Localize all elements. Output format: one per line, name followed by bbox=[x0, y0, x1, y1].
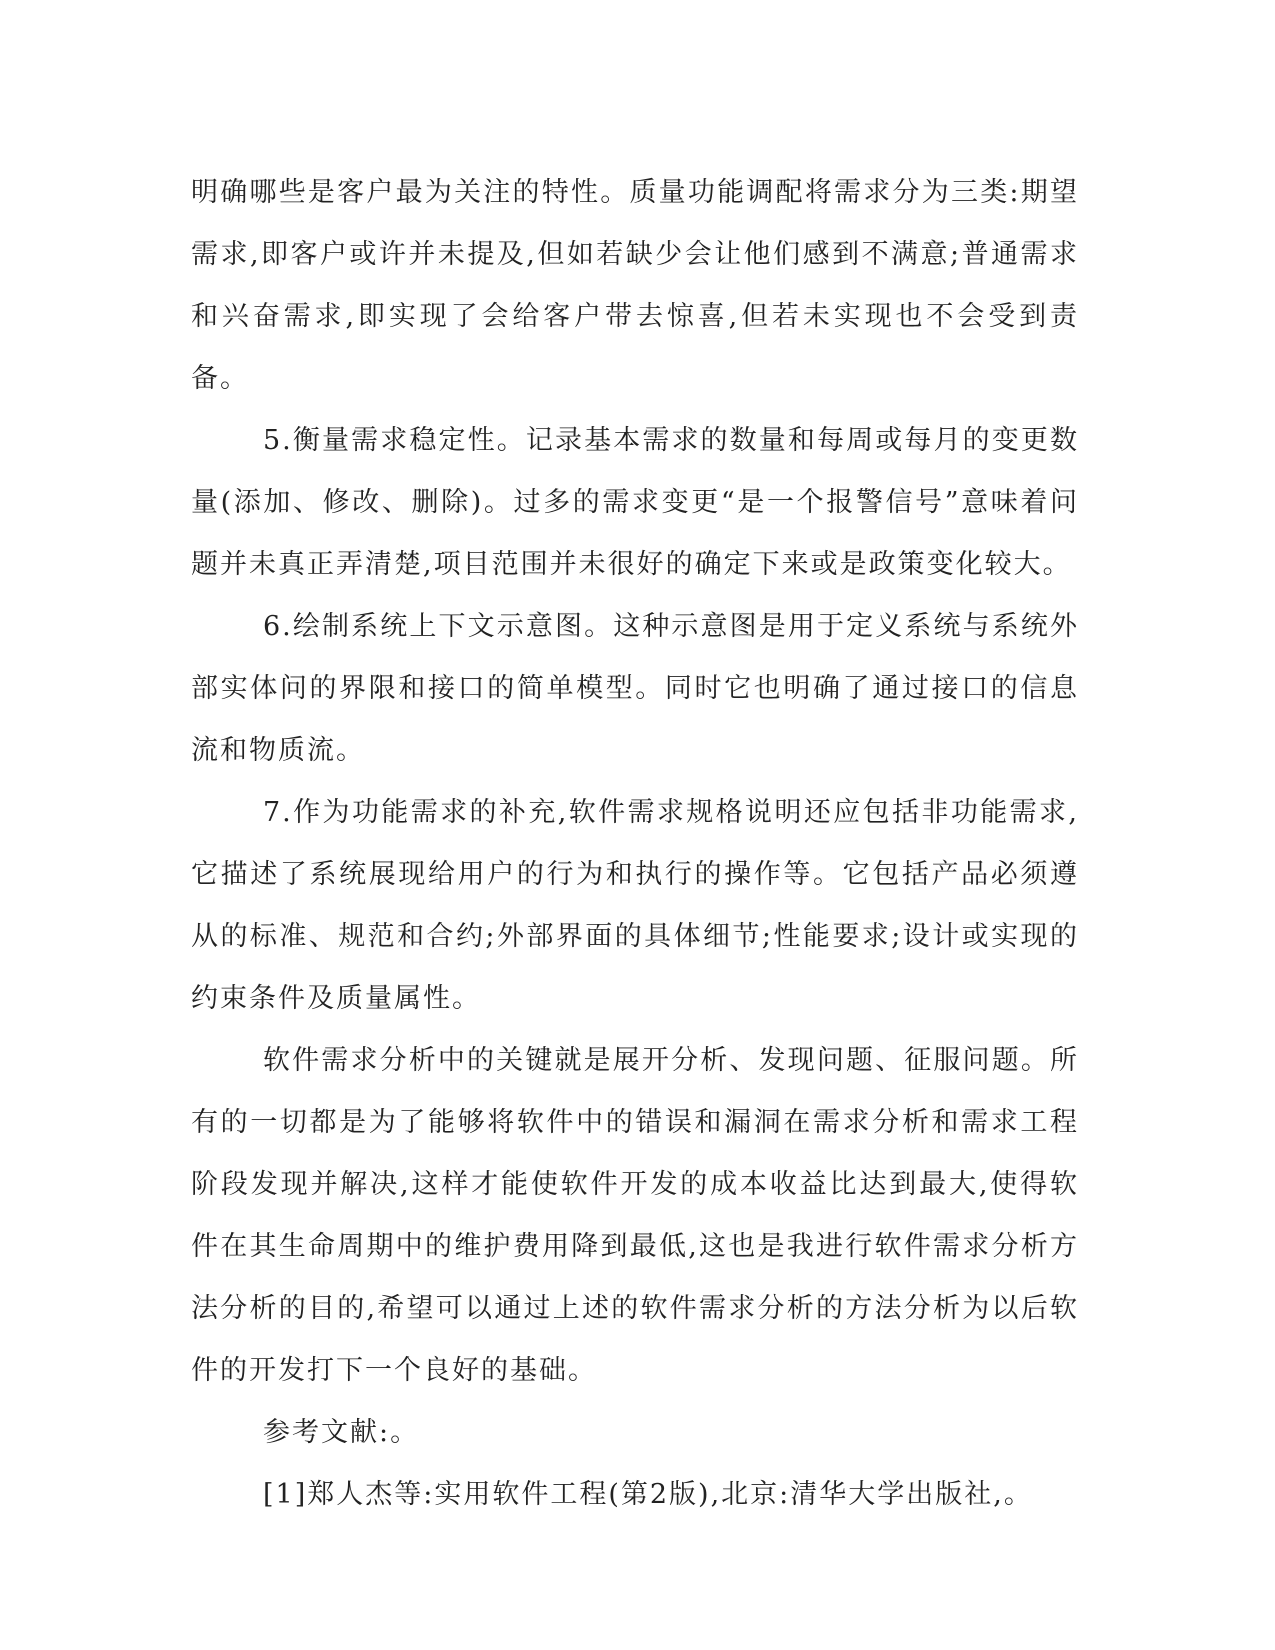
paragraph-item-6: 6.绘制系统上下文示意图。这种示意图是用于定义系统与系统外部实体问的界限和接口的简单模型。同时它也明确了通过接口的信息流和物质流。 bbox=[191, 611, 1079, 766]
reference-item-1: [1]郑人杰等:实用软件工程(第2版),北京:清华大学出版社,。 bbox=[263, 1479, 1033, 1510]
paragraph-item-5: 5.衡量需求稳定性。记录基本需求的数量和每周或每月的变更数量(添加、修改、删除)。过多的需求变更“是一个报警信号”意味着问题并未真正弄清楚,项目范围并未很好的确定下来或是政策变化较大。 bbox=[191, 425, 1079, 580]
document-body bbox=[191, 162, 1079, 1526]
references-heading: 参考文献:。 bbox=[263, 1417, 420, 1448]
paragraph-conclusion: 软件需求分析中的关键就是展开分析、发现问题、征服问题。所有的一切都是为了能够将软件中的错误和漏洞在需求分析和需求工程阶段发现并解决,这样才能使软件开发的成本收益比达到最大,使得软件在其生命周期中的维护费用降到最低,这也是我进行软件需求分析方法分析的目的,希望可以通过上述的软件需求分析的方法分析为以后软件的开发打下一个良好的基础。 bbox=[191, 1045, 1079, 1386]
paragraph-continuation: 明确哪些是客户最为关注的特性。质量功能调配将需求分为三类:期望需求,即客户或许并未提及,但如若缺少会让他们感到不满意;普通需求和兴奋需求,即实现了会给客户带去惊喜,但若未实现也不会受到责备。 bbox=[191, 177, 1079, 394]
paragraph-item-7: 7.作为功能需求的补充,软件需求规格说明还应包括非功能需求,它描述了系统展现给用户的行为和执行的操作等。它包括产品必须遵从的标准、规范和合约;外部界面的具体细节;性能要求;设计或实现的约束条件及质量属性。 bbox=[191, 797, 1079, 1014]
